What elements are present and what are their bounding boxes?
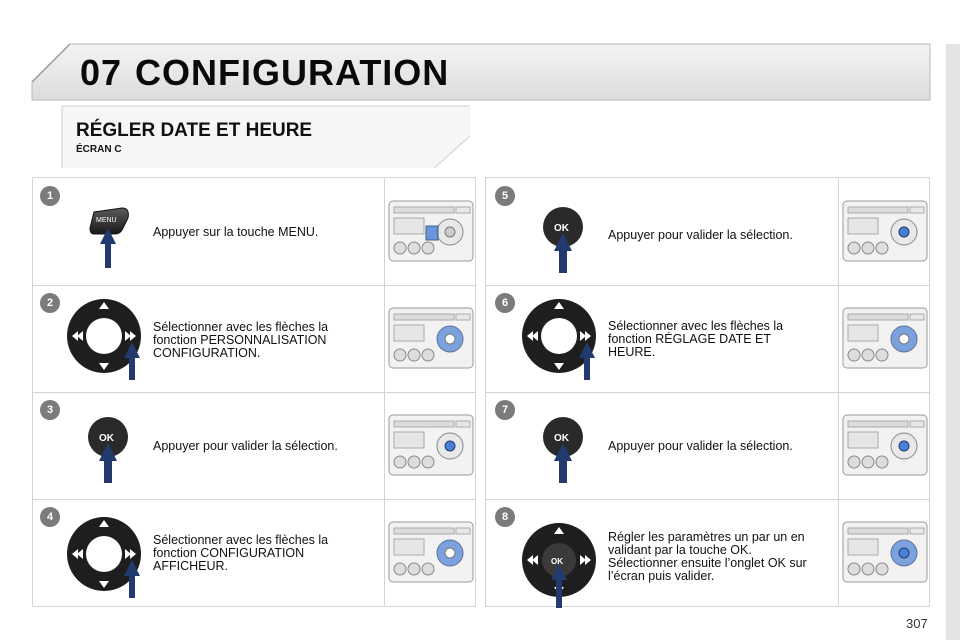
ok-button-label: OK <box>99 433 114 444</box>
radio-panel-illustration <box>842 307 928 369</box>
row-divider <box>32 499 476 500</box>
radio-panel-illustration <box>388 521 474 583</box>
step-number-badge: 7 <box>495 400 515 420</box>
chapter-number: 07 <box>80 52 123 93</box>
menu-button-label: MENU <box>96 217 117 224</box>
side-strip <box>946 44 960 640</box>
step-number-badge: 1 <box>40 186 60 206</box>
radio-panel-illustration <box>842 414 928 476</box>
ok-button-label: OK <box>554 433 569 444</box>
ok-button-icon <box>541 205 601 275</box>
step-number-badge: 2 <box>40 293 60 313</box>
arrow-pad-ok-icon <box>521 522 601 608</box>
page-number: 307 <box>906 616 928 631</box>
step-text: Appuyer pour valider la sélection. <box>608 439 793 453</box>
radio-panel-illustration <box>842 521 928 583</box>
radio-panel-illustration <box>388 200 474 262</box>
step-text: Sélectionner avec les flèches la fonction CONFIGURATION AFFICHEUR. <box>153 533 329 573</box>
step-number-badge: 3 <box>40 400 60 420</box>
arrow-pad-icon <box>66 514 146 598</box>
step-text: Appuyer sur la touche MENU. <box>153 225 319 239</box>
arrow-pad-icon <box>521 296 601 380</box>
row-divider <box>485 392 930 393</box>
row-divider <box>485 499 930 500</box>
ok-button-icon <box>541 415 601 485</box>
ok-button-label: OK <box>551 557 563 566</box>
section-subtitle: ÉCRAN C <box>76 144 122 155</box>
menu-button-icon <box>86 200 146 270</box>
row-divider <box>32 285 476 286</box>
step-number-badge: 5 <box>495 186 515 206</box>
radio-panel-illustration <box>842 200 928 262</box>
row-divider <box>32 392 476 393</box>
arrow-pad-icon <box>66 296 146 380</box>
step-text: Régler les paramètres un par un en validant par la touche OK. Sélectionner ensuite l’onglet OK sur l’écran puis valider. <box>608 530 807 583</box>
step-number-badge: 8 <box>495 507 515 527</box>
page-title: CONFIGURATION <box>135 52 450 93</box>
step-text: Sélectionner avec les flèches la fonction PERSONNALISATION CONFIGURATION. <box>153 320 329 360</box>
section-title: RÉGLER DATE ET HEURE <box>76 120 313 141</box>
ok-button-icon <box>86 415 146 485</box>
row-divider <box>485 285 930 286</box>
step-number-badge: 4 <box>40 507 60 527</box>
step-number-badge: 6 <box>495 293 515 313</box>
radio-panel-illustration <box>388 307 474 369</box>
radio-panel-illustration <box>388 414 474 476</box>
step-text: Appuyer pour valider la sélection. <box>153 439 338 453</box>
step-text: Appuyer pour valider la sélection. <box>608 228 793 242</box>
ok-button-label: OK <box>554 223 569 234</box>
step-text: Sélectionner avec les flèches la fonction RÉGLAGE DATE ET HEURE. <box>608 319 784 359</box>
